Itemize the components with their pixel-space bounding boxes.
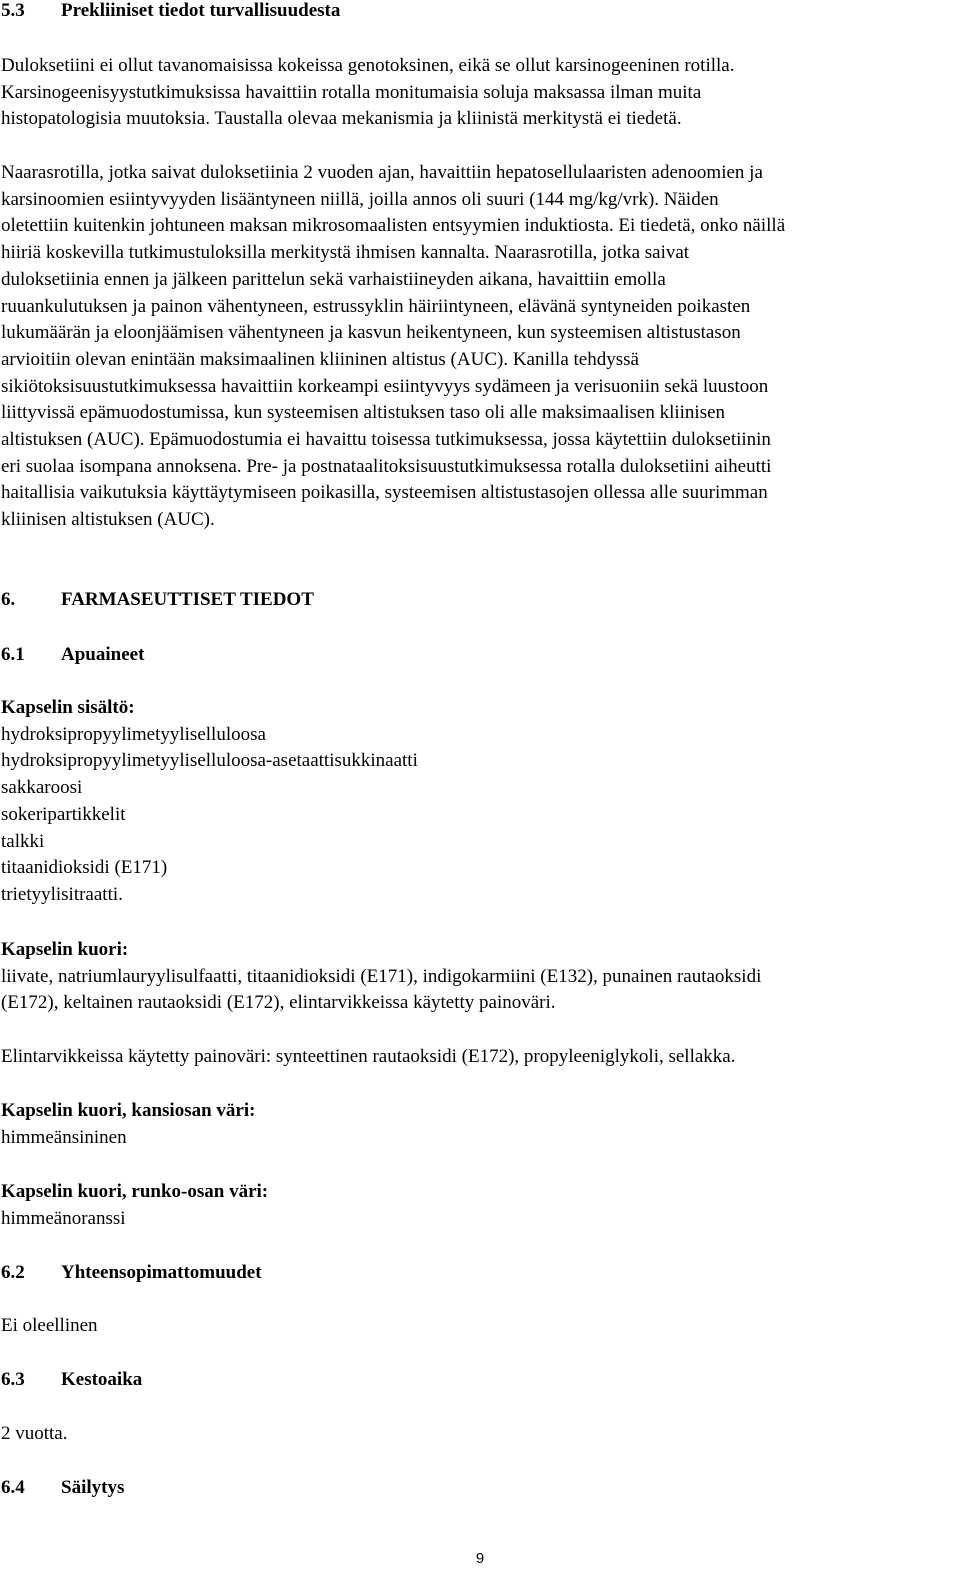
- list-item: hydroksipropyylimetyyliselluloosa-asetaattisukkinaatti: [1, 750, 418, 772]
- list-item: talkki: [1, 830, 45, 852]
- cap-colour-value: himmeänsininen: [1, 1126, 127, 1148]
- section-title: Prekliiniset tiedot turvallisuudesta: [61, 0, 341, 21]
- list-item: sokeripartikkelit: [1, 803, 126, 825]
- list-item: sakkaroosi: [1, 777, 83, 799]
- text-line: liivate, natriumlauryylisulfaatti, titaanidioksidi (E171), indigokarmiini (E132), punainen rautaoksidi: [1, 965, 762, 987]
- text-line: lukumäärän ja eloonjäämisen vähentyneen ja kasvun heikentyneen, kun systeemisen altistustason: [1, 322, 741, 344]
- section-heading-5-3: [1, 0, 959, 25]
- text-line: eri suolaa isompana annoksena. Pre- ja postnataalitoksisuustutkimuksessa rotalla duloksetiini aiheutti: [1, 455, 772, 477]
- section-heading-6-1: [1, 642, 959, 669]
- section-title: Apuaineet: [61, 644, 145, 665]
- shelf-life-text: [1, 1421, 959, 1448]
- section-heading-6: [1, 587, 959, 614]
- text-line: 2 vuotta.: [1, 1423, 68, 1444]
- list-item: hydroksipropyylimetyyliselluloosa: [1, 723, 266, 745]
- text-line: liittyvissä epämuodostumissa, kun systeemisen altistuksen taso oli alle maksimaalisen kliinisen: [1, 402, 726, 424]
- text-line: karsinoomien esiintyvyyden lisääntyneen niillä, joilla annos oli suuri (144 mg/kg/vrk). Näiden: [1, 188, 719, 210]
- section-number: 6.: [1, 589, 16, 610]
- section-number: 6.3: [1, 1369, 25, 1390]
- text-line: haitallisia vaikutuksia käyttäytymiseen poikasilla, systeemisen altistustasojen ollessa alle suurimman: [1, 482, 768, 504]
- section-number: 6.4: [1, 1477, 25, 1498]
- text-line: Naarasrotilla, jotka saivat duloksetiinia 2 vuoden ajan, havaittiin hepatosellulaaristen adenoomien ja: [1, 162, 763, 183]
- section-title: FARMASEUTTISET TIEDOT: [61, 589, 314, 610]
- capsule-content-list: [1, 695, 959, 909]
- body-colour-value: himmeänoranssi: [1, 1207, 126, 1229]
- section-title: Kestoaika: [61, 1369, 143, 1390]
- text-line: ruuankulutuksen ja painon vähentyneen, estrussyklin häiriintyneen, elävänä syntyneiden poikasten: [1, 295, 751, 317]
- text-line: oletettiin kuitenkin johtuneen maksan mikrosomaalisten entsyymien induktiosta. Ei tiedetä, onko näillä: [1, 215, 786, 237]
- text-line: kliinisen altistuksen (AUC).: [1, 509, 215, 531]
- paragraph-genotoxicity: [1, 53, 959, 133]
- text-line: duloksetiinia ennen ja jälkeen parittelun sekä varhaistiineyden aikana, havaittiin emolla: [1, 268, 666, 290]
- capsule-shell-block: [1, 937, 959, 1017]
- section-title: Yhteensopimattomuudet: [61, 1262, 262, 1283]
- section-number: 6.2: [1, 1262, 25, 1283]
- body-colour-block: [1, 1179, 959, 1232]
- text-line: hiiriä koskevilla tutkimustuloksilla merkitystä ihmisen kannalta. Naarasrotilla, jotka saivat: [1, 242, 690, 264]
- body-colour-label: Kapselin kuori, runko-osan väri:: [1, 1181, 269, 1202]
- section-heading-6-2: [1, 1260, 959, 1287]
- text-line: arvioitiin olevan enintään maksimaalinen kliininen altistus (AUC). Kanilla tehdyssä: [1, 348, 639, 370]
- text-line: sikiötoksisuustutkimuksessa havaittiin korkeampi esiintyvyys sydämeen ja verisuoniin sekä luustoon: [1, 375, 769, 397]
- incompatibilities-text: [1, 1313, 959, 1340]
- text-line: Elintarvikkeissa käytetty painoväri: synteettinen rautaoksidi (E172), propyleeniglykoli, sellakka.: [1, 1046, 736, 1067]
- paragraph-reproductive-toxicity: [1, 160, 959, 534]
- food-colour-note: [1, 1044, 959, 1071]
- list-item: titaanidioksidi (E171): [1, 857, 168, 879]
- cap-colour-label: Kapselin kuori, kansiosan väri:: [1, 1100, 256, 1121]
- text-line: histopatologisia muutoksia. Taustalla olevaa mekanismia ja kliinistä merkitystä ei tiedetä.: [1, 108, 682, 130]
- list-item: trietyylisitraatti.: [1, 883, 123, 905]
- text-line: altistuksen (AUC). Epämuodostumia ei havaittu toisessa tutkimuksessa, jossa käytettiin duloksetiinin: [1, 429, 771, 451]
- text-line: Ei oleellinen: [1, 1315, 98, 1336]
- section-number: 5.3: [1, 0, 25, 21]
- cap-colour-block: [1, 1098, 959, 1151]
- text-line: Duloksetiini ei ollut tavanomaisissa kokeissa genotoksinen, eikä se ollut karsinogeeninen rotilla.: [1, 55, 735, 76]
- section-heading-6-3: [1, 1367, 959, 1394]
- section-heading-6-4: [1, 1475, 959, 1502]
- section-number: 6.1: [1, 644, 25, 665]
- text-line: Karsinogeenisyystutkimuksissa havaittiin rotalla monitumaisia soluja maksassa ilman muita: [1, 81, 702, 103]
- capsule-content-label: Kapselin sisältö:: [1, 697, 135, 718]
- page-number: 9: [475, 1550, 485, 1567]
- capsule-shell-label: Kapselin kuori:: [1, 939, 129, 960]
- text-line: (E172), keltainen rautaoksidi (E172), elintarvikkeissa käytetty painoväri.: [1, 992, 556, 1014]
- section-title: Säilytys: [61, 1477, 125, 1498]
